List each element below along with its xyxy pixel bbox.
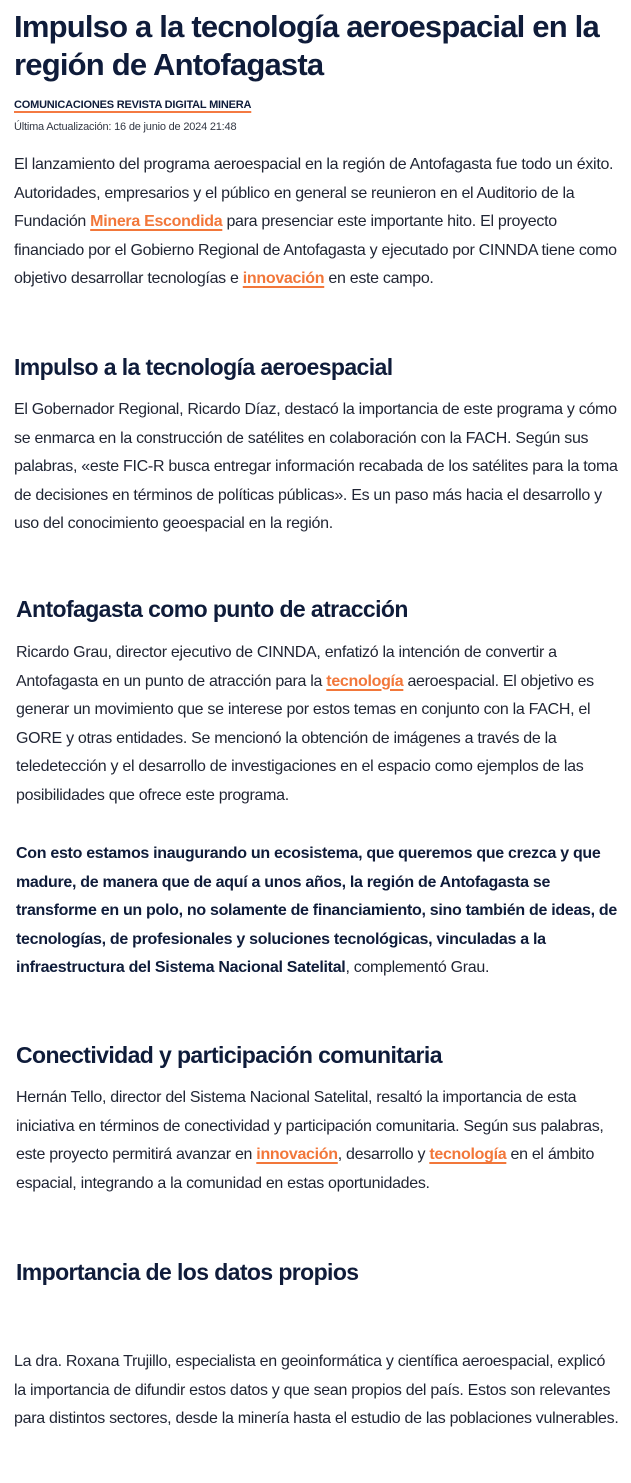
section-paragraph-atraccion: [16, 639, 622, 810]
intro-paragraph: [14, 151, 620, 294]
minera-escondida-link[interactable]: Minera Escondida: [90, 213, 223, 230]
section-paragraph-conectividad: [16, 1084, 624, 1198]
section-heading-conectividad: Conectividad y participación comunitaria: [16, 1042, 442, 1068]
intro-text-2: para presenciar este importante hito. El proyecto financiado por el Gobierno Regional de Antofagasta y ejecutado por CINNDA tiene como objetivo desarrollar tecnologías e: [14, 213, 617, 287]
quote-paragraph: [16, 840, 622, 983]
last-updated: Última Actualización: 16 de junio de 2024 21:48: [14, 121, 237, 133]
section-heading-datos: Importancia de los datos propios: [16, 1259, 359, 1285]
intro-text-1: El lanzamiento del programa aeroespacial en la región de Antofagasta fue todo un éxito. Autoridades, empresarios y el público en general se reunieron en el Auditorio de la Fundación: [14, 156, 614, 230]
quote-attribution: , complementó Grau.: [345, 959, 490, 976]
section-paragraph-datos: La dra. Roxana Trujillo, especialista en geoinformática y científica aeroespacial, explicó la importancia de difundir estos datos y que sean propios del país. Estos son relevantes para distintos sectores, desde la minería hasta el estudio de las poblaciones vulnerables.: [14, 1353, 619, 1427]
intro-text-3: en este campo.: [324, 270, 434, 287]
conectividad-text-2: , desarrollo y: [337, 1146, 430, 1163]
author-link[interactable]: COMUNICACIONES REVISTA DIGITAL MINERA: [14, 99, 252, 111]
tecnologia-link-2[interactable]: tecnología: [429, 1146, 507, 1163]
grau-quote: Con esto estamos inaugurando un ecosistema, que queremos que crezca y que madure, de manera que de aquí a unos años, la región de Antofagasta se transforme en un polo, no solamente de financiamiento, sino también de ideas, de tecnologías, de profesionales y soluciones tecnológicas, vinculadas a la infraestructura del Sistema Nacional Satelital: [16, 845, 618, 976]
section-heading-impulso: Impulso a la tecnología aeroespacial: [14, 354, 393, 380]
section-paragraph-impulso: El Gobernador Regional, Ricardo Díaz, destacó la importancia de este programa y cómo se enmarca en la construcción de satélites en colaboración con la FACH. Según sus palabras, «este FIC-R busca entregar información recabada de los satélites para la toma de decisiones en términos de políticas públicas». Es un paso más hacia el desarrollo y uso del conocimiento geoespacial en la región.: [14, 401, 618, 532]
atraccion-text-1: Ricardo Grau, director ejecutivo de CINNDA, enfatizó la intención de convertir a Antofagasta en un punto de atracción para la: [16, 644, 557, 690]
tecnologia-link[interactable]: tecnología: [326, 672, 404, 690]
conectividad-text-1: Hernán Tello, director del Sistema Nacional Satelital, resaltó la importancia de esta iniciativa en términos de conectividad y participación comunitaria. Según sus palabras, este proyecto permitirá avanzar en: [16, 1089, 604, 1163]
atraccion-text-2: aeroespacial. El objetivo es generar un movimiento que se interese por estos temas en conjunto con la FACH, el GORE y otras entidades. Se mencionó la obtención de imágenes a través de la teledetección y el desarrollo de investigaciones en el espacio como ejemplos de las posibilidades que ofrece este programa.: [16, 672, 594, 804]
innovacion-link[interactable]: innovación: [242, 270, 325, 287]
conectividad-text-3: en el ámbito espacial, integrando a la comunidad en estas oportunidades.: [16, 1146, 595, 1192]
article-title: Impulso a la tecnología aeroespacial en la región de Antofagasta: [14, 9, 599, 82]
section-heading-atraccion: Antofagasta como punto de atracción: [16, 596, 408, 622]
innovacion-link-2[interactable]: innovación: [256, 1146, 338, 1163]
